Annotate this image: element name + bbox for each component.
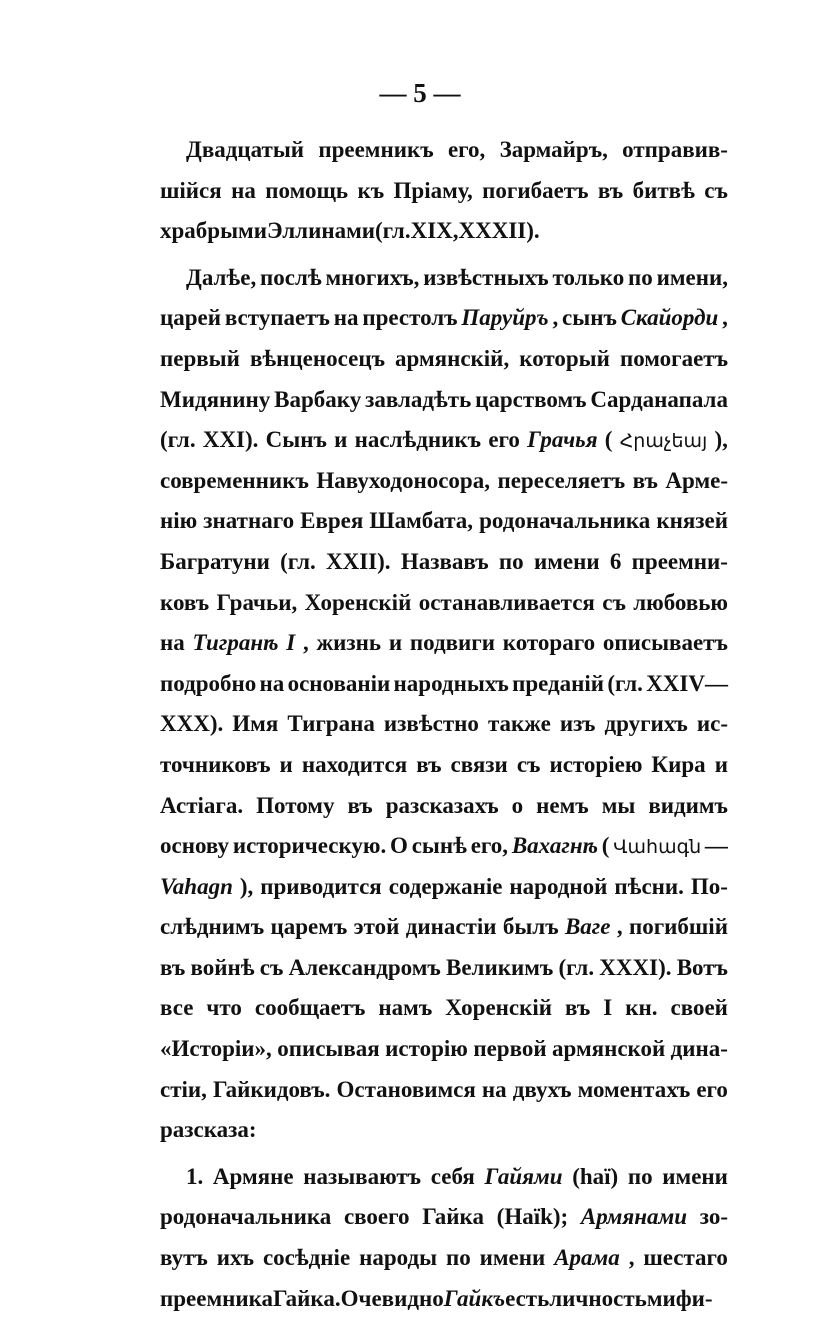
word: первой <box>473 1036 547 1062</box>
word: Шамбата, <box>369 508 474 534</box>
word: котораго <box>502 630 596 656</box>
text-line <box>160 1110 728 1151</box>
italic-word: I <box>286 630 296 656</box>
word: его, <box>447 137 486 162</box>
word: сообщаетъ <box>254 995 366 1021</box>
word: По- <box>690 873 728 899</box>
word: ), <box>239 873 254 899</box>
word: первый <box>160 345 240 371</box>
word: XXXII). <box>458 218 540 244</box>
word: народной <box>509 873 608 899</box>
word: помощь <box>265 177 349 203</box>
word: Хоренскій <box>304 589 412 615</box>
word: моментахъ <box>577 1076 691 1102</box>
word: къ <box>357 177 385 203</box>
word: Грачьи, <box>216 589 298 615</box>
word: своего <box>343 1204 410 1230</box>
word: разсказа: <box>160 1117 257 1143</box>
word: имени <box>479 1245 546 1271</box>
armenian-word: Հրաչեայ <box>619 430 708 453</box>
text-line <box>160 704 728 745</box>
word: описывая <box>277 1036 380 1062</box>
text-line <box>160 1157 728 1198</box>
text-line <box>160 130 728 171</box>
word: по <box>498 548 524 574</box>
word: армянской <box>552 1036 666 1062</box>
word: Великимъ <box>446 954 554 980</box>
word: погибшій <box>628 914 728 940</box>
word: войнѣ <box>190 954 255 980</box>
text-line <box>160 583 728 624</box>
word: слѣднимъ <box>160 914 265 940</box>
word: сынъ <box>562 305 617 331</box>
word: XXIV— <box>646 670 728 696</box>
word: Тиграна <box>287 711 375 737</box>
word: переселяетъ <box>497 467 626 493</box>
word: на <box>259 670 285 696</box>
word: ис- <box>696 711 728 737</box>
word: сосѣдніе <box>262 1245 351 1271</box>
word: Навуходоносора, <box>316 467 490 493</box>
word: послѣ <box>260 264 322 290</box>
word: своей <box>670 995 728 1021</box>
word: отправив- <box>622 137 728 162</box>
text-line <box>160 420 728 461</box>
italic-word: Vahagn <box>160 873 233 899</box>
word: князей <box>656 508 728 534</box>
word: приводится <box>260 873 382 899</box>
word: дина- <box>670 1036 728 1062</box>
word: Арме- <box>665 467 728 493</box>
text-line <box>160 171 728 212</box>
word: изъ <box>559 711 596 737</box>
word: Далѣе, <box>186 264 257 290</box>
word: зо- <box>699 1204 728 1230</box>
word: по <box>628 264 653 290</box>
word: описываетъ <box>602 630 728 656</box>
word: находится <box>301 751 408 777</box>
word: ( <box>601 833 610 859</box>
word: (гл. <box>558 954 595 980</box>
text-line <box>160 1070 728 1111</box>
word: престолъ <box>362 305 458 331</box>
text-line <box>160 664 728 705</box>
text-line <box>160 948 728 989</box>
word: династіи <box>405 914 497 940</box>
text-line <box>160 501 728 542</box>
word: преемника <box>160 1285 274 1311</box>
word: современникъ <box>160 467 309 493</box>
word: Остановимся <box>336 1076 476 1102</box>
word: останавливается <box>418 589 595 615</box>
word: намъ <box>378 995 433 1021</box>
italic-word: Армянами <box>580 1204 688 1230</box>
word: Сынъ <box>265 427 327 453</box>
word: этой <box>353 914 400 940</box>
word: I <box>603 995 613 1021</box>
word: (гл. <box>375 218 411 244</box>
word: преемникъ <box>318 137 434 162</box>
word: на <box>333 305 359 331</box>
word: народныхъ <box>393 670 509 696</box>
word: народы <box>359 1245 438 1271</box>
word: двухъ <box>512 1076 572 1102</box>
word: ихъ <box>216 1245 255 1271</box>
word: , <box>302 630 309 656</box>
italic-word: Гайями <box>484 1163 563 1189</box>
word: извѣстныхъ <box>423 264 549 290</box>
word: Хоренскій <box>445 995 553 1021</box>
word: съ <box>259 954 284 980</box>
italic-word: Тигранѣ <box>192 630 279 656</box>
word: любовью <box>633 589 728 615</box>
word: «Исторіи», <box>160 1036 272 1062</box>
text-line <box>160 907 728 948</box>
word: кн. <box>625 995 658 1021</box>
word: пѣсни. <box>614 873 684 899</box>
italic-word: Арама <box>554 1245 620 1271</box>
word: родоначальника <box>479 508 651 534</box>
word: , <box>552 305 559 331</box>
word: XXXI). <box>599 954 672 980</box>
italic-word: Вахагнѣ <box>511 833 598 859</box>
word: имени <box>662 1163 728 1189</box>
word: съ <box>602 589 626 615</box>
word: — <box>704 833 728 859</box>
word: точниковъ <box>160 751 271 777</box>
italic-word: Гайкъ <box>443 1285 506 1311</box>
word: шестаго <box>643 1245 728 1271</box>
word: личность <box>549 1285 647 1311</box>
word: сынѣ <box>411 833 467 859</box>
word: (гл. <box>607 670 643 696</box>
word: XXI). <box>202 427 259 453</box>
word: Багратуни <box>160 548 270 574</box>
word: жизнь <box>316 630 382 656</box>
word: исторіею <box>549 751 643 777</box>
word: царей <box>160 305 222 331</box>
word: въ <box>160 954 186 980</box>
word: О <box>390 833 408 859</box>
word: Зармайръ, <box>499 137 608 162</box>
word: въ <box>597 177 624 203</box>
word: и <box>388 630 403 656</box>
word: Вотъ <box>676 954 728 980</box>
text-line <box>160 1029 728 1070</box>
word: армянскій, <box>395 345 510 371</box>
word: XXX). <box>160 711 224 737</box>
word: наслѣдникъ <box>354 427 482 453</box>
word: (haï) <box>572 1163 619 1189</box>
word: Потому <box>256 792 335 818</box>
word: и <box>279 751 293 777</box>
word: Гайка <box>422 1204 484 1230</box>
word: ковъ <box>160 589 210 615</box>
word: преемни- <box>631 548 728 574</box>
word: многихъ, <box>325 264 420 290</box>
word: храбрыми <box>160 218 267 244</box>
word: родоначальника <box>160 1204 332 1230</box>
word: Сарданапала <box>590 386 728 412</box>
word: имени, <box>656 264 728 290</box>
word: Эллинами <box>266 218 375 244</box>
word: шійся <box>160 177 222 203</box>
word: содержаніе <box>388 873 503 899</box>
italic-word: Паруйръ <box>461 305 549 331</box>
italic-word: Скайорди <box>620 305 719 331</box>
text-line <box>160 258 728 299</box>
word: все <box>160 995 194 1021</box>
word: историческую. <box>232 833 387 859</box>
word: въ <box>565 995 591 1021</box>
word: , <box>628 1245 635 1271</box>
word: ( <box>604 427 613 453</box>
text-line <box>160 380 728 421</box>
word: Армяне <box>212 1163 294 1189</box>
word: немъ <box>536 792 589 818</box>
word: его <box>696 1076 728 1102</box>
word: нію <box>160 508 198 534</box>
body-text <box>160 130 728 1319</box>
word: который <box>519 345 610 371</box>
word: преданій <box>512 670 605 696</box>
word: разсказахъ <box>385 792 499 818</box>
word: царемъ <box>270 914 348 940</box>
word: вѣнценосецъ <box>249 345 385 371</box>
word: въ <box>632 467 658 493</box>
word: царствомъ <box>475 386 587 412</box>
word: по <box>627 1163 653 1189</box>
text-line <box>160 461 728 502</box>
word: битвѣ <box>632 177 695 203</box>
word: Двадцатый <box>186 137 305 162</box>
text-line <box>160 1279 728 1319</box>
word: XXII). <box>326 548 391 574</box>
word: Гайка. <box>273 1285 341 1311</box>
word: называютъ <box>303 1163 422 1189</box>
word: его, <box>470 833 509 859</box>
word: (гл. <box>280 548 316 574</box>
armenian-word: Վահագն <box>613 836 702 859</box>
word: былъ <box>502 914 559 940</box>
word: вутъ <box>160 1245 208 1271</box>
word: 1. <box>186 1163 204 1189</box>
word: , <box>616 914 623 940</box>
word: извѣстно <box>383 711 479 737</box>
word: Пріаму, <box>393 177 473 203</box>
word: на <box>231 177 256 203</box>
word: (Haïk); <box>496 1204 569 1230</box>
word: его <box>488 427 520 453</box>
word: , <box>722 305 728 331</box>
word: стіи, <box>160 1076 207 1102</box>
word: подробно <box>160 670 257 696</box>
word: ), <box>714 427 728 453</box>
text-line <box>160 623 728 664</box>
word: съ <box>516 751 541 777</box>
word: XIX, <box>410 218 459 244</box>
word: также <box>487 711 551 737</box>
word: подвиги <box>409 630 495 656</box>
word: (гл. <box>160 427 196 453</box>
page-number: — 5 — <box>379 78 461 108</box>
word: Имя <box>232 711 279 737</box>
word: что <box>206 995 242 1021</box>
word: въ <box>416 751 442 777</box>
word: на <box>481 1076 507 1102</box>
text-line <box>160 1238 728 1279</box>
word: основаніи <box>287 670 391 696</box>
word: помогаетъ <box>619 345 728 371</box>
word: Гайкидовъ. <box>212 1076 331 1102</box>
word: Назвавъ <box>400 548 489 574</box>
word: погибаетъ <box>482 177 589 203</box>
italic-word: Ваге <box>564 914 611 940</box>
word: имени <box>533 548 600 574</box>
word: Мидянину <box>160 386 271 412</box>
text-line <box>160 339 728 380</box>
word: знатнаго <box>203 508 295 534</box>
word: мы <box>601 792 636 818</box>
word: и <box>714 751 728 777</box>
text-line <box>160 542 728 583</box>
word: мифи- <box>646 1285 713 1311</box>
word: завладѣть <box>365 386 472 412</box>
word: Кира <box>651 751 706 777</box>
text-line <box>160 211 728 252</box>
word: исторію <box>385 1036 468 1062</box>
word: Очевидно <box>340 1285 444 1311</box>
word: связи <box>450 751 508 777</box>
word: съ <box>704 177 728 203</box>
word: другихъ <box>604 711 688 737</box>
word: о <box>511 792 524 818</box>
word: и <box>334 427 348 453</box>
text-line <box>160 867 728 908</box>
word: 6 <box>609 548 622 574</box>
text-line <box>160 826 728 867</box>
text-line <box>160 745 728 786</box>
text-line <box>160 988 728 1029</box>
word: Астіага. <box>160 792 244 818</box>
word: основу <box>160 833 230 859</box>
word: въ <box>347 792 373 818</box>
word: Варбаку <box>274 386 362 412</box>
word: Еврея <box>300 508 364 534</box>
text-line <box>160 298 728 339</box>
word: есть <box>505 1285 550 1311</box>
word: видимъ <box>648 792 728 818</box>
word: на <box>160 630 185 656</box>
word: себя <box>430 1163 475 1189</box>
italic-word: Грачья <box>527 427 598 453</box>
word: только <box>552 264 625 290</box>
word: по <box>445 1245 471 1271</box>
word: Александромъ <box>288 954 441 980</box>
word: вступаетъ <box>224 305 330 331</box>
text-line <box>160 786 728 827</box>
text-line <box>160 1197 728 1238</box>
